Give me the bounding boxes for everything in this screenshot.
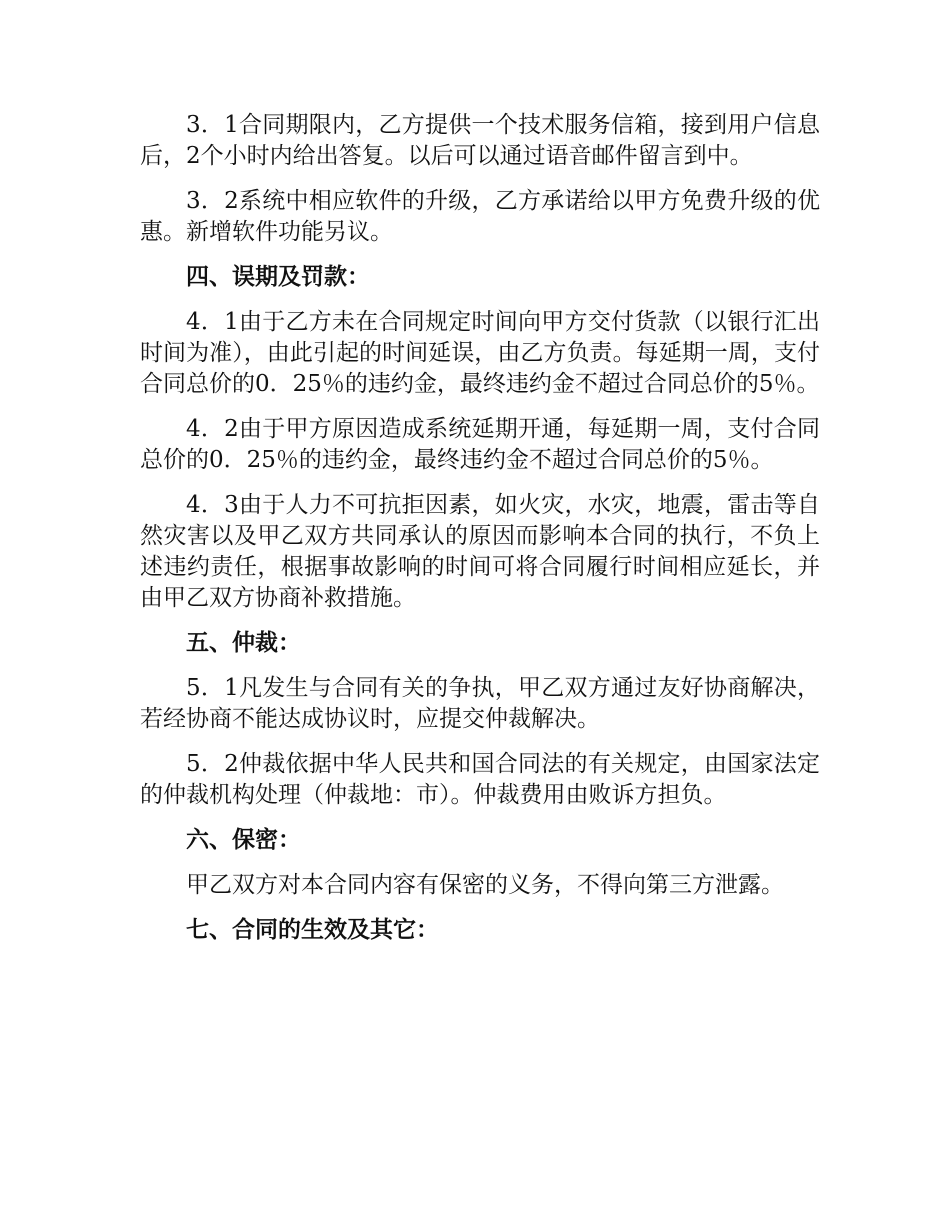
clause-4-3: 4．3由于人力不可抗拒因素，如火灾，水灾，地震，雷击等自然灾害以及甲乙双方共同承认的原因而影响本合同的执行，不负上述违约责任，根据事故影响的时间可将合同履行时间相应延长，并由甲乙双方协商补救措施。 [140, 492, 820, 611]
clause-3-2: 3．2系统中相应软件的升级，乙方承诺给以甲方免费升级的优惠。新增软件功能另议。 [140, 188, 820, 245]
clause-4-2: 4．2由于甲方原因造成系统延期开通，每延期一周，支付合同总价的0．25％的违约金，最终违约金不超过合同总价的5％。 [140, 416, 820, 473]
clause-4-1: 4．1由于乙方未在合同规定时间向甲方交付货款（以银行汇出时间为准），由此引起的时间延误，由乙方负责。每延期一周，支付合同总价的0．25％的违约金，最终违约金不超过合同总价的5％。 [140, 309, 820, 397]
section-heading-effectiveness: 七、合同的生效及其它： [186, 917, 439, 943]
section-heading-delay-penalty: 四、误期及罚款： [186, 264, 370, 290]
confidentiality-clause: 甲乙双方对本合同内容有保密的义务，不得向第三方泄露。 [186, 872, 784, 898]
clause-5-2: 5．2仲裁依据中华人民共和国合同法的有关规定，由国家法定的仲裁机构处理（仲裁地：市）。仲裁费用由败诉方担负。 [140, 751, 820, 808]
clause-3-1: 3．1合同期限内，乙方提供一个技术服务信箱，接到用户信息后，2个小时内给出答复。以后可以通过语音邮件留言到中。 [140, 112, 820, 169]
section-heading-arbitration: 五、仲裁： [186, 630, 301, 656]
clause-5-1: 5．1凡发生与合同有关的争执，甲乙双方通过友好协商解决，若经协商不能达成协议时，应提交仲裁解决。 [140, 675, 820, 732]
section-heading-confidentiality: 六、保密： [186, 827, 301, 853]
document-body [140, 110, 820, 960]
